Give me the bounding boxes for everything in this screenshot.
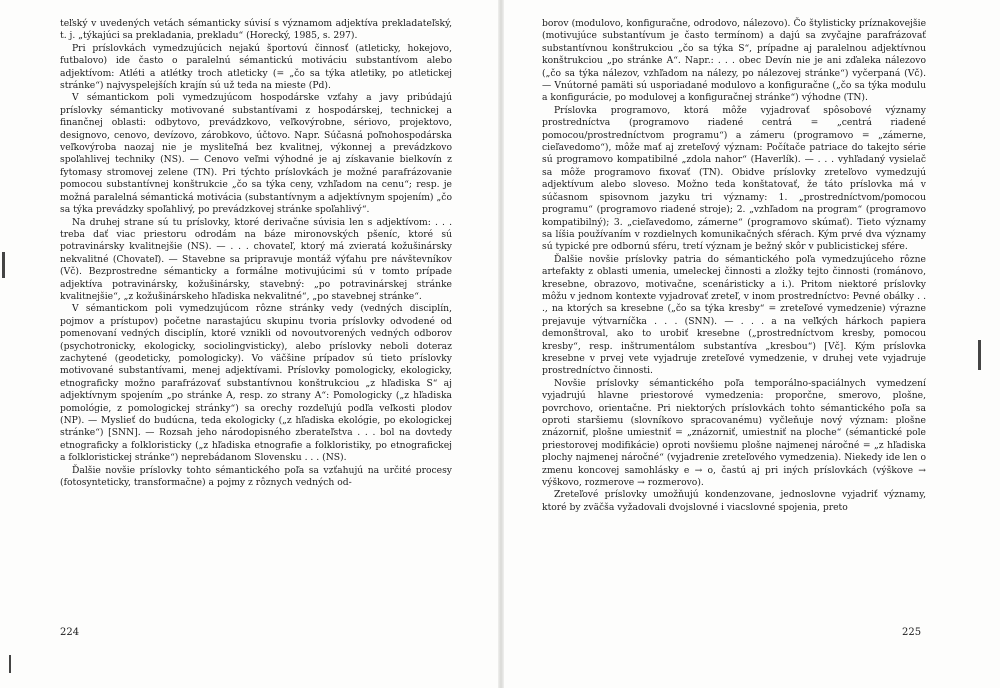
scan-edge-mark <box>978 340 981 370</box>
right-paragraph-3: Ďalšie novšie príslovky patria do sémantického poľa vymedzujúceho rôzne artefakty z oblasti umenia, umeleckej činnosti a zložky tejto činnosti (románovo, kresebne, obrazovo, motivačne, scenáristicky a i.). Pritom niektoré príslovky môžu v jednom kontexte vyjadrovať zreteľ, v inom prostredníctvo: Pevné obálky . . ., na ktorých sa kresebne („čo sa týka kresby“ = zreteľové vymedzenie) výrazne prejavuje výtvarníčka . . . (SNN). — . . . a na veľkých hárkoch papiera demonštroval, ako to urobiť kresebne („prostredníctvom kresby, pomocou kresby“, resp. inštrumentálom substantíva „kresbou“) [Vč]. Kým príslovka kresebne v prvej vete vyjadruje zreteľové vymedzenie, v druhej vete vyjadruje prostredníctvo činnosti. <box>542 253 926 377</box>
right-paragraph-2: Príslovka programovo, ktorá môže vyjadrovať spôsobové významy prostredníctva (programovo riadené centrá = „centrá riadené pomocou/prostredníctvom programu“) a zámeru (programovo = „zámerne, cieľavedomo“), môže mať aj zreteľový význam: Počítače patriace do takejto série sú programovo kompatibilné „zdola nahor“ (Haverlík). — . . . vyhľadaný vysielač sa môže programovo fixovať (TN). Obidve príslovky zreteľovo vymedzujú adjektívum alebo sloveso. Možno teda konštatovať, že táto príslovka má v súčasnom spisovnom jazyku tri významy: 1. „prostredníctvom/pomocou programu“ (programovo riadené stroje); 2. „vzhľadom na program“ (programovo kompatibilný); 3. „cieľavedomo, zámerne“ (programovo skúmať). Tieto významy sa líšia používaním v rozdielnych komunikačných sférach. Kým prvé dva významy sú typické pre odbornú sféru, tretí význam je bežný skôr v publicistickej sfére. <box>542 104 926 253</box>
scan-edge-mark <box>9 655 11 673</box>
left-paragraph-2: Pri príslovkách vymedzujúcich nejakú športovú činnosť (atleticky, hokejovo, futbalovo) ide často o paralelnú sémantickú motiváciu substantívom alebo adjektívom: Atléti a atlétky troch atleticky (= „čo sa týka atletiky, po atletickej stránke“) najvyspelejších krajín sú už teda na mieste (Pd). <box>60 42 452 92</box>
left-paragraph-5: V sémantickom poli vymedzujúcom rôzne stránky vedy (vedných disciplín, pojmov a prístupov) početne narastajúcu skupinu tvoria príslovky odvodené od pomenovaní vedných disciplín, ktoré vznikli od novoutvorených vedných odborov (psychotronicky, ekologicky, sociolingvisticky), alebo príslovky neboli doteraz zachytené (geodeticky, pomologicky). Vo väčšine prípadov sú tieto príslovky motivované substantívami, menej adjektívami. Príslovky pomologicky, ekologicky, etnograficky možno parafrázovať substantívnou konštrukciou „z hľadiska S“ aj adjektívnym spojením „po stránke A, resp. zo strany A“: Pomologicky („z hľadiska pomológie, z pomologickej stránky“) sa orechy rozdeľujú podľa veľkosti plodov (NP). — Myslieť do budúcna, teda ekologicky („z hľadiska ekológie, po ekologickej stránke“) [SNN]. — Rozsah jeho národopisného zberateľstva . . . bol na dovtedy etnograficky a folkloristicky („z hľadiska etnografie a folkloristiky, po etnografickej a folkloristickej stránke“) neprebádanom Slovensku . . . (NS). <box>60 303 452 464</box>
right-page <box>542 18 926 514</box>
right-paragraph-4: Novšie príslovky sémantického poľa temporálno-spaciálnych vymedzení vyjadrujú hlavne priestorové vymedzenia: proporčne, smerovo, plošne, povrchovo, orientačne. Pri niektorých príslovkách tohto sémantického poľa sa oproti staršiemu (slovníkovo spracovanému) vyčleňuje nový význam: plošne znázorniť, plošne umiestniť = „znázorniť, umiestniť na ploche“ (sémantické pole priestorovej modifikácie) oproti novšiemu plošne najmenej náročné = „z hľadiska plochy najmenej náročné“ (vyjadrenie zreteľového vymedzenia). Niekedy ide len o zmenu koncovej samohlásky e → o, častú aj pri iných príslovkách (výškove → výškovo, rozmerove → rozmerovo). <box>542 377 926 489</box>
left-paragraph-3: V sémantickom poli vymedzujúcom hospodárske vzťahy a javy pribúdajú príslovky sémanticky motivované substantívami z hospodárskej, technickej a finančnej oblasti: odbytovo, prevádzkovo, veľkovýrobne, sériovo, projektovo, designovo, cenovo, devízovo, zárobkovo, účtovo. Napr. Súčasná poľnohospodárska veľkovýroba naozaj nie je mysliteľná bez kvalitnej, výkonnej a prevádzkovo spoľahlivej techniky (NS). — Cenovo veľmi výhodné je aj získavanie bielkovín z fytomasy stromovej zelene (TN). Pri týchto príslovkách je možné parafrázovanie pomocou substantívnej konštrukcie „čo sa týka ceny, vzhľadom na cenu“; resp. je možná paralelná sémantická motivácia (substantívnym a adjektívnym spojením) „čo sa týka prevádzky spoľahlivý, po prevádzkovej stránke spoľahlivý“. <box>60 92 452 216</box>
left-page <box>60 18 452 489</box>
right-paragraph-1: borov (modulovo, konfiguračne, odrodovo, nálezovo). Čo štylisticky príznakovejšie (motivujúce substantívum je často termínom) a dajú sa zvyčajne parafrázovať substantívnou konštrukciou „čo sa týka S“, prípadne aj paralelnou adjektívnou konštrukciou „po stránke A“. Napr.: . . . obec Devín nie je ani zďaleka nálezovo („čo sa týka nálezov, vzhľadom na nálezy, po nálezovej stránke“) vyčerpaná (Vč). — Vnútorné pamäti sú usporiadané modulovo a konfiguračne („čo sa týka modulu a konfigurácie, po modulovej a konfiguračnej stránke“) výhodne (TN). <box>542 18 926 104</box>
page-number-right: 225 <box>902 627 922 638</box>
left-paragraph-6: Ďalšie novšie príslovky tohto sémantického poľa sa vzťahujú na určité procesy (fotosynteticky, transformačne) a pojmy z rôznych vedných od- <box>60 464 452 489</box>
page-number-left: 224 <box>60 627 80 638</box>
left-paragraph-1: teľský v uvedených vetách sémanticky súvisí s významom adjektíva prekladateľský, t. j. „týkajúci sa prekladania, prekladu“ (Horecký, 1985, s. 297). <box>60 18 452 42</box>
scan-edge-mark <box>2 252 5 278</box>
page-gutter <box>498 0 504 688</box>
left-paragraph-4: Na druhej strane sú tu príslovky, ktoré derivačne súvisia len s adjektívom: . . . treba dať viac priestoru odrodám na báze mironovských pšeníc, ktoré sú potravinársky kvalitnejšie (NS). — . . . chovateľ, ktorý má zvieratá kožušinársky nekvalitné (Chovateľ). — Stavebne sa pripravuje montáž výťahu pre návštevníkov (Vč). Bezprostredne sémanticky a formálne motivujúcimi sú v tomto prípade adjektíva potravinársky, kožušinársky, stavebný: „po potravinárskej stránke kvalitnejšie“, „z kožušinárskeho hľadiska nekvalitné“, „po stavebnej stránke“. <box>60 216 452 302</box>
right-paragraph-5: Zreteľové príslovky umožňujú kondenzovane, jednoslovne vyjadriť významy, ktoré by zväčša vyžadovali dvojslovné i viacslovné spojenia, preto <box>542 489 926 513</box>
